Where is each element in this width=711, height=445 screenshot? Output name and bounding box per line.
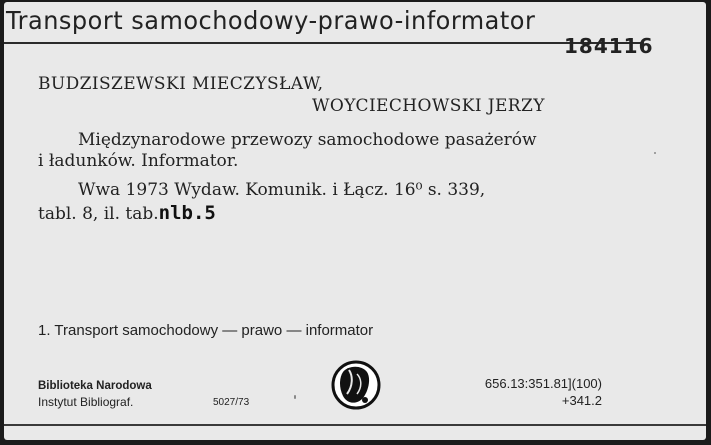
imprint-line-1: Wwa 1973 Wydaw. Komunik. i Łącz. 16⁰ s. 339, — [78, 180, 486, 200]
catalog-card — [4, 2, 706, 440]
library-number: 5027/73 — [213, 397, 250, 408]
bottom-rule — [4, 424, 706, 426]
title-line-2: i ładunków. Informator. — [38, 151, 239, 171]
handwritten-heading: Transport samochodowy-prawo-informator — [6, 5, 536, 36]
author-line-2: WOYCIECHOWSKI JERZY — [312, 96, 545, 116]
classification-udc: 656.13:351.81](100) — [484, 376, 602, 391]
call-number: 184116 — [564, 34, 654, 58]
paper-speck — [294, 395, 296, 399]
library-name: Biblioteka Narodowa — [38, 380, 152, 392]
subject-heading: 1. Transport samochodowy — prawo — informator — [38, 322, 374, 339]
library-institute: Instytut Bibliograf. — [38, 395, 134, 409]
imprint-line-2 — [38, 204, 216, 223]
library-emblem-icon — [327, 360, 385, 410]
title-line-1: Międzynarodowe przewozy samochodowe pasażerów — [78, 130, 537, 150]
imprint-line-2-text: tabl. 8, il. tab. — [38, 204, 159, 224]
heading-underline — [4, 42, 644, 44]
author-line-1: BUDZISZEWSKI MIECZYSŁAW, — [38, 74, 324, 94]
paper-speck — [654, 152, 656, 154]
classification-extra: +341.2 — [561, 393, 602, 408]
imprint-stamp: nlb.5 — [158, 202, 216, 224]
